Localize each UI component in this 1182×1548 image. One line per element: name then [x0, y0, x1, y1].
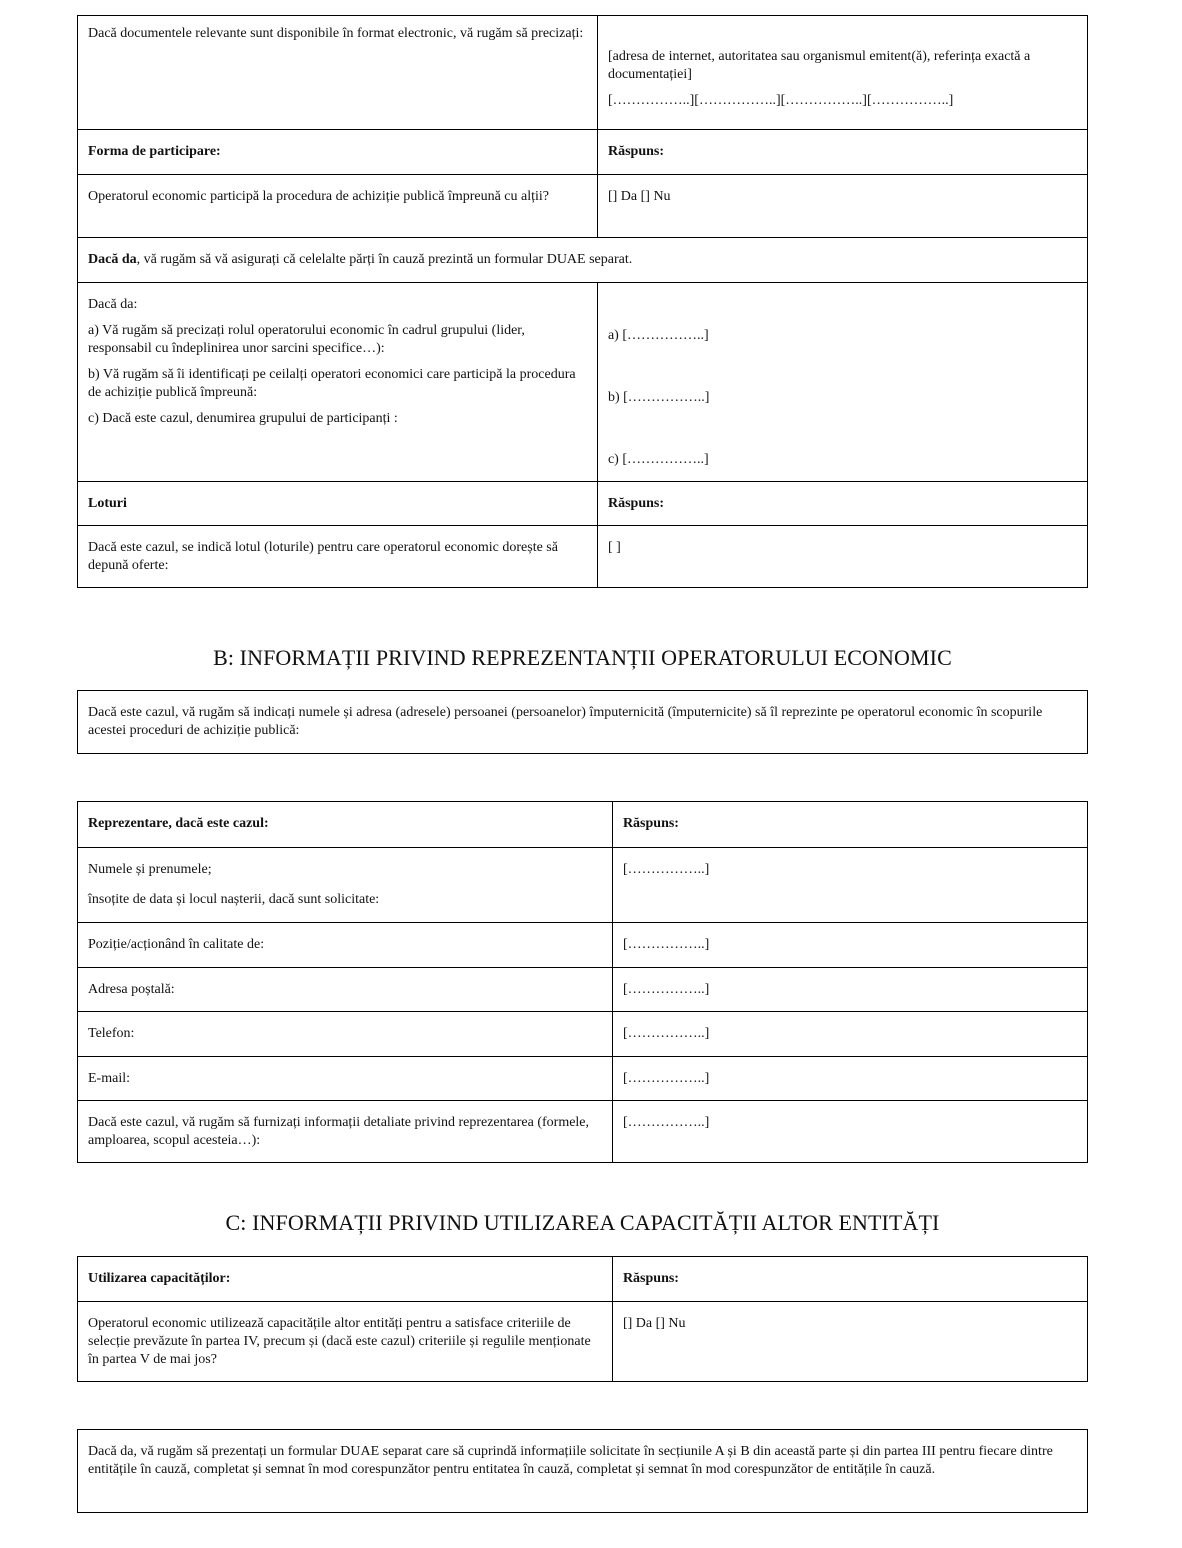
- telefon-question: Telefon:: [88, 1026, 135, 1041]
- nume-row: [78, 847, 1087, 922]
- participation-table: [77, 15, 1088, 588]
- nume-question-line1: Numele și prenumele;: [88, 862, 212, 877]
- lot-row: [78, 525, 1087, 587]
- forma-participare-answer-label: Răspuns:: [597, 130, 1087, 174]
- daca-da-intro: Dacă da:: [88, 297, 138, 312]
- daca-da-question-b: b) Vă rugăm să îi identificați pe ceilalți operatori economici care participă la procedura de achiziție publică împreună:: [88, 367, 576, 400]
- section-c-note: Dacă da, vă rugăm să prezentați un formular DUAE separat care să cuprindă informațiile solicitate în secțiunile A și B din această parte și din partea III pentru fiecare dintre entitățile în cauză, completat și semnat în mod corespunzător pentru entitatea în cauză, completat și semnat în mod corespunzător de entitățile în cauză.: [88, 1444, 1053, 1477]
- adresa-row: [78, 967, 1087, 1011]
- capacities-question: Operatorul economic utilizează capacitățile altor entități pentru a satisface criteriile de selecție prevăzute în partea IV, precum și (dacă este cazul) criteriile și regulile menționate în partea V de mai jos?: [88, 1316, 591, 1367]
- representation-label: Reprezentare, dacă este cazul:: [88, 816, 269, 831]
- section-b-note: Dacă este cazul, vă rugăm să indicați numele și adresa (adresele) persoanei (persoanelor) împuternicită (împuternicite) să îl reprezinte pe operatorul economic în scopurile acestei proceduri de achiziție publică:: [88, 705, 1043, 738]
- detalii-answer: [……………..]: [612, 1101, 1087, 1162]
- daca-da-note: [78, 238, 1087, 282]
- telefon-answer: [……………..]: [612, 1012, 1087, 1056]
- daca-da-note-text: , vă rugăm să vă asigurați că celelalte părți în cauză prezintă un formular DUAE separat.: [136, 252, 633, 267]
- capacities-label: Utilizarea capacităților:: [88, 1271, 231, 1286]
- pozitie-question: Poziție/acționând în calitate de:: [88, 937, 265, 952]
- section-b-heading: B: INFORMAȚII PRIVIND REPREZENTANȚII OPERATORULUI ECONOMIC: [213, 645, 952, 670]
- adresa-answer: [……………..]: [612, 968, 1087, 1011]
- forma-participare-label: Forma de participare:: [88, 144, 221, 159]
- electronic-docs-question: [78, 16, 597, 129]
- representation-table: [77, 801, 1088, 1163]
- loturi-answer-label: Răspuns:: [597, 482, 1087, 525]
- participa-answer: [] Da [] Nu: [597, 175, 1087, 237]
- daca-da-answer-a: a) [……………..]: [607, 328, 709, 343]
- capacities-header: [78, 1257, 1087, 1301]
- electronic-docs-row: [78, 16, 1087, 129]
- loturi-label: Loturi: [88, 496, 127, 511]
- daca-da-row: [78, 282, 1087, 481]
- section-b-note-box: [77, 690, 1088, 754]
- section-c-note-box: [77, 1429, 1088, 1513]
- section-c-heading: C: INFORMAȚII PRIVIND UTILIZAREA CAPACITĂȚII ALTOR ENTITĂȚI: [225, 1210, 940, 1235]
- electronic-docs-question-text: Dacă documentele relevante sunt disponibile în format electronic, vă rugăm să precizați:: [88, 26, 584, 41]
- daca-da-note-row: [78, 237, 1087, 282]
- pozitie-row: [78, 922, 1087, 967]
- daca-da-questions: [78, 283, 597, 481]
- email-row: [78, 1056, 1087, 1100]
- capacities-row: [78, 1301, 1087, 1381]
- daca-da-answer-c: c) [……………..]: [607, 452, 709, 467]
- nume-question: [78, 848, 612, 922]
- lot-answer: [ ]: [597, 526, 1087, 587]
- detalii-row: [78, 1100, 1087, 1162]
- pozitie-answer: [……………..]: [612, 923, 1087, 967]
- nume-answer: [……………..]: [612, 848, 1087, 922]
- electronic-docs-answer: [597, 16, 1087, 129]
- participa-question: Operatorul economic participă la procedura de achiziție publică împreună cu alții?: [88, 189, 550, 204]
- electronic-docs-answer-text: [adresa de internet, autoritatea sau organismul emitent(ă), referința exactă a documentației]: [607, 49, 1031, 82]
- daca-da-answers: [597, 283, 1087, 481]
- nume-question-line2: însoțite de data și locul nașterii, dacă sunt solicitate:: [88, 892, 380, 907]
- email-answer: [……………..]: [612, 1057, 1087, 1100]
- representation-answer-label: Răspuns:: [612, 802, 1087, 847]
- capacities-answer: [] Da [] Nu: [612, 1302, 1087, 1381]
- lot-question: Dacă este cazul, se indică lotul (loturile) pentru care operatorul economic dorește să depună oferte:: [88, 540, 558, 573]
- loturi-header: [78, 481, 1087, 525]
- representation-header: [78, 802, 1087, 847]
- daca-da-answer-b: b) [……………..]: [607, 390, 710, 405]
- daca-da-question-c: c) Dacă este cazul, denumirea grupului de participanți :: [88, 411, 398, 426]
- email-question: E-mail:: [88, 1071, 130, 1086]
- adresa-question: Adresa poștală:: [88, 982, 175, 997]
- daca-da-note-bold: Dacă da: [88, 252, 137, 267]
- forma-participare-header: [78, 129, 1087, 174]
- participa-row: [78, 174, 1087, 237]
- telefon-row: [78, 1011, 1087, 1056]
- daca-da-question-a: a) Vă rugăm să precizați rolul operatorului economic în cadrul grupului (lider, responsabil cu îndeplinirea unor sarcini specifice…):: [88, 323, 525, 356]
- detalii-question: Dacă este cazul, vă rugăm să furnizați informații detaliate privind reprezentarea (formele, amploarea, scopul acesteia…):: [88, 1115, 590, 1148]
- capacities-answer-label: Răspuns:: [612, 1257, 1087, 1301]
- capacities-table: [77, 1256, 1088, 1382]
- electronic-docs-answer-placeholder: [……………..][……………..][……………..][……………..]: [607, 93, 954, 108]
